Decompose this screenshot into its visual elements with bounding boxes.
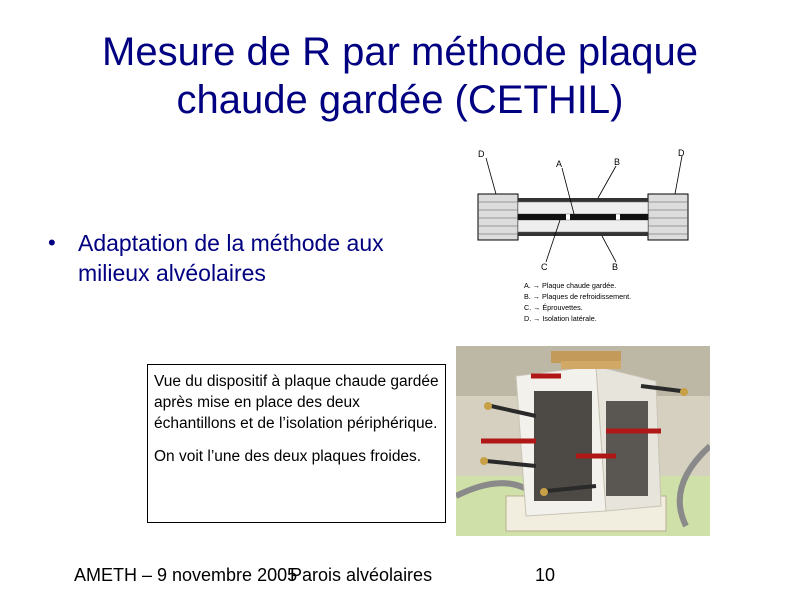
bullet-item [48,228,408,288]
photo-caption-box [147,364,446,523]
lateral-insulation-right [648,194,688,240]
diagram-legend-c: C. → Éprouvettes. [524,303,583,312]
lateral-insulation-left [478,194,518,240]
bullet-dot-icon: • [48,230,56,255]
diagram-label-d-left: D [478,149,485,159]
caption-paragraph-2: On voit l’une des deux plaques froides. [154,448,422,465]
bullet-text: Adaptation de la méthode aux milieux alvéolaires [78,230,384,286]
cooling-plate-top [518,198,648,202]
page-number: 10 [535,565,556,585]
diagram-label-a: A [556,159,563,169]
caption-paragraph-1: Vue du dispositif à plaque chaude gardée après mise en place des deux échantillons et de l’isolation périphérique. [154,373,439,432]
specimen-top [518,202,648,214]
diagram-legend-b: B. → Plaques de refroidissement. [524,292,632,301]
specimen-bottom [518,220,648,232]
guarded-hot-plate-diagram [470,146,710,331]
hot-plate [518,214,648,220]
diagram-label-c: C [541,262,548,272]
diagram-label-b-top: B [614,157,621,167]
slide-title: Mesure de R par méthode plaque chaude gardée (CETHIL) [102,30,698,122]
diagram-label-d-right: D [678,148,685,158]
diagram-legend-a: A. → Plaque chaude gardée. [524,281,617,290]
footer-topic: Parois alvéolaires [290,565,433,585]
apparatus-photo [456,346,710,536]
diagram-label-b-bottom: B [612,262,619,272]
footer-date: AMETH – 9 novembre 2005 [74,565,298,585]
cooling-plate-bottom [518,232,648,236]
diagram-legend-d: D. → Isolation latérale. [524,314,597,323]
